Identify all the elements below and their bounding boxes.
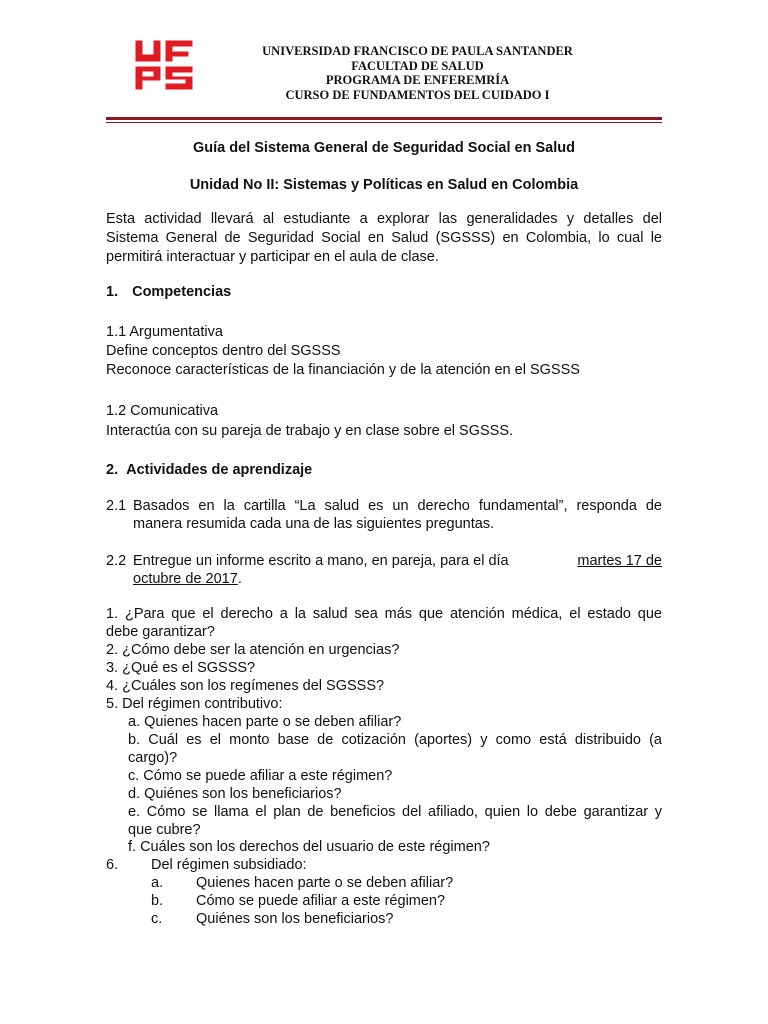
section-2-heading [106, 461, 312, 479]
document-title: Guía del Sistema General de Seguridad Social en Salud [193, 140, 575, 156]
question-5a: a. Quienes hacen parte o se deben afiliar? [128, 714, 402, 730]
header-line-university: UNIVERSIDAD FRANCISCO DE PAULA SANTANDER [262, 44, 573, 58]
section-2-title: Actividades de aprendizaje [126, 462, 313, 478]
header-line-course: CURSO DE FUNDAMENTOS DEL CUIDADO I [285, 87, 550, 102]
question-6-item-letter: b. [151, 893, 164, 909]
header-divider-thin [106, 122, 662, 123]
activity-2-2-line-2 [133, 570, 242, 588]
section-1-title: Competencias [132, 284, 232, 300]
question-6-item-text: Quiénes son los beneficiarios? [196, 911, 394, 927]
section-2-number: 2. [106, 462, 119, 478]
competency-item: Define conceptos dentro del SGSSS [106, 343, 341, 359]
section-1-number: 1. [106, 284, 119, 300]
header-divider-thick [106, 117, 662, 120]
question-5c: c. Cómo se puede afiliar a este régimen? [128, 768, 393, 784]
question-6-number: 6. [106, 857, 119, 873]
activity-2-2-date-part-1: martes 17 de [577, 553, 662, 569]
ufps-logo-graphic [134, 39, 194, 91]
question-6-item-text: Quienes hacen parte o se deben afiliar? [196, 875, 454, 891]
competency-item: Interactúa con su pareja de trabajo y en clase sobre el SGSSS. [106, 423, 514, 439]
activity-2-2-line-1 [133, 552, 662, 570]
activity-2-2-number: 2.2 [106, 553, 127, 569]
question-5f: f. Cuáles son los derechos del usuario de este régimen? [128, 839, 490, 855]
question-5e-line-2: que cubre? [128, 822, 201, 838]
question-6-item-text: Cómo se puede afiliar a este régimen? [196, 893, 446, 909]
question-2: 2. ¿Cómo debe ser la atención en urgencias? [106, 642, 400, 658]
competency-communicative-title: 1.2 Comunicativa [106, 403, 219, 419]
activity-2-2-date-part-2: octubre de 2017 [133, 571, 238, 587]
intro-line-1: Esta actividad llevará al estudiante a explorar las generalidades y detalles del [106, 211, 662, 227]
header-line-program: PROGRAMA DE ENFEREMRÍA [325, 73, 510, 87]
question-5d: d. Quiénes son los beneficiarios? [128, 786, 342, 802]
activity-2-1-number: 2.1 [106, 498, 127, 514]
intro-paragraph [106, 210, 662, 267]
activity-2-2-text: Entregue un informe escrito a mano, en pareja, para el día [133, 553, 509, 569]
question-5: 5. Del régimen contributivo: [106, 696, 283, 712]
header-line-faculty: FACULTAD DE SALUD [351, 58, 484, 73]
competency-item: Reconoce características de la financiación y de la atención en el SGSSS [106, 362, 580, 378]
question-5e-line-1: e. Cómo se llama el plan de beneficios del afiliado, quien lo debe garantizar y [128, 804, 662, 820]
activity-2-2-period: . [237, 571, 242, 587]
unit-subtitle: Unidad No II: Sistemas y Políticas en Salud en Colombia [189, 177, 579, 193]
ufps-logo [134, 39, 194, 91]
intro-line-2: Sistema General de Seguridad Social en Salud (SGSSS) en Colombia, lo cual le [106, 230, 662, 246]
question-4: 4. ¿Cuáles son los regímenes del SGSSS? [106, 678, 385, 694]
question-1-line-2: debe garantizar? [106, 624, 215, 640]
question-5b-line-1: b. Cuál es el monto base de cotización (aportes) y como está distribuido (a [128, 732, 662, 748]
section-1-heading [106, 283, 231, 301]
question-6-item-letter: a. [151, 875, 164, 891]
institution-header [215, 44, 620, 102]
competency-argumentative-title: 1.1 Argumentativa [106, 324, 223, 340]
question-3: 3. ¿Qué es el SGSSS? [106, 660, 256, 676]
intro-line-3: permitirá interactuar y participar en el aula de clase. [106, 249, 439, 265]
activity-2-1-line-2: manera resumida cada una de las siguientes preguntas. [133, 516, 495, 532]
question-6-item-letter: c. [151, 911, 163, 927]
activity-2-1-line-1: Basados en la cartilla “La salud es un derecho fundamental”, responda de [133, 498, 662, 514]
question-6: Del régimen subsidiado: [151, 857, 307, 873]
question-5b-line-2: cargo)? [128, 750, 178, 766]
question-1-line-1: 1. ¿Para que el derecho a la salud sea más que atención médica, el estado que [106, 606, 662, 622]
